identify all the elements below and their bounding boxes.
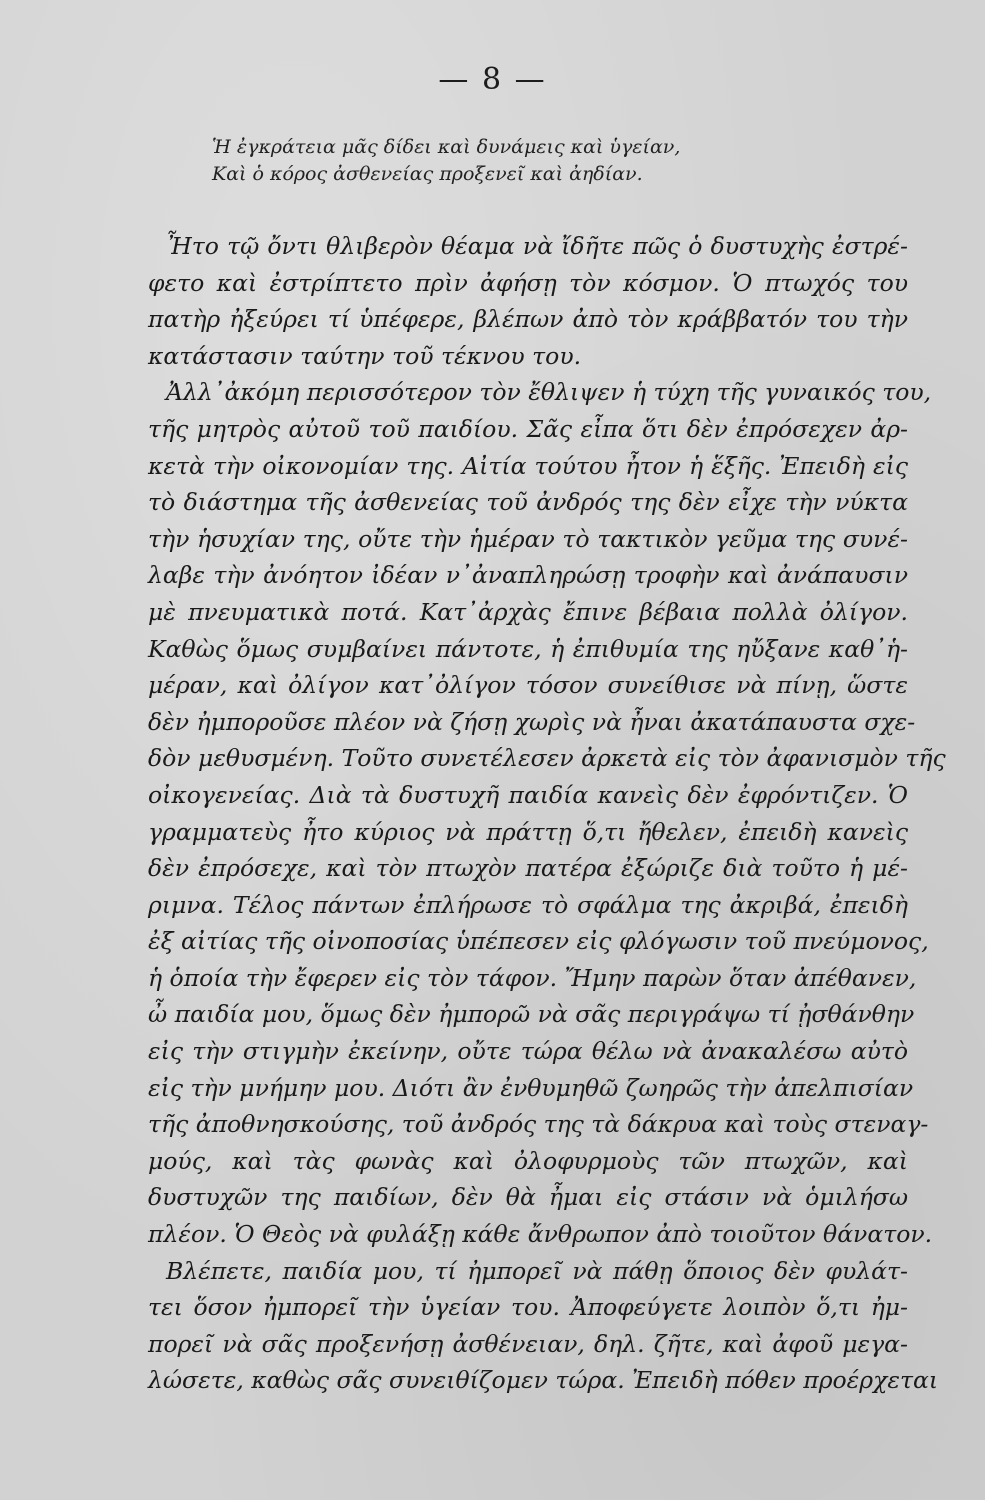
- text-line: πορεῖ νὰ σᾶς προξενήσῃ ἀσθένειαν, δηλ. ζῆτε, καὶ ἀφοῦ μεγα-: [148, 1329, 908, 1358]
- epigraph-line: Καὶ ὁ κόρος ἀσθενείας προξενεῖ καὶ ἀηδίαν.: [212, 163, 643, 185]
- text-line: δυστυχῶν της παιδίων, δὲν θὰ ἦμαι εἰς στάσιν νὰ ὁμιλήσω: [148, 1183, 908, 1212]
- text-line: πατὴρ ἠξεύρει τί ὑπέφερε, βλέπων ἀπὸ τὸν κράββατόν του τὴν: [148, 305, 908, 334]
- body-text: [148, 228, 946, 1399]
- text-line: γραμματεὺς ἦτο κύριος νὰ πράττῃ ὅ,τι ἤθελεν, ἐπειδὴ κανεὶς: [148, 817, 908, 846]
- text-line: λαβε τὴν ἀνόητον ἰδέαν ν᾽ἀναπληρώσῃ τροφὴν καὶ ἀνάπαυσιν: [148, 561, 908, 590]
- text-line: λώσετε, καθὼς σᾶς συνειθίζομεν τώρα. Ἐπειδὴ πόθεν προέρχεται: [148, 1366, 939, 1395]
- text-line: τει ὅσον ἠμπορεῖ τὴν ὑγείαν του. Ἀποφεύγετε λοιπὸν ὅ,τι ἠμ-: [148, 1293, 908, 1322]
- text-line: κατάστασιν ταύτην τοῦ τέκνου του.: [148, 341, 582, 370]
- text-line: Καθὼς ὅμως συμβαίνει πάντοτε, ἡ ἐπιθυμία της ηὔξανε καθ᾽ἡ-: [148, 634, 908, 663]
- text-line: τῆς ἀποθνησκούσης, τοῦ ἀνδρός της τὰ δάκρυα καὶ τοὺς στεναγ-: [148, 1110, 929, 1139]
- text-line: εἰς τὴν μνήμην μου. Διότι ἂν ἐνθυμηθῶ ζωηρῶς τὴν ἀπελπισίαν: [148, 1073, 914, 1102]
- text-line: δὲν ἐπρόσεχε, καὶ τὸν πτωχὸν πατέρα ἐξώριζε διὰ τοῦτο ἡ μέ-: [148, 854, 908, 883]
- page-number: — 8 —: [438, 62, 547, 97]
- text-line: ὦ παιδία μου, ὅμως δὲν ἠμπορῶ νὰ σᾶς περιγράψω τί ᾐσθάνθην: [148, 1000, 915, 1029]
- epigraph: [212, 134, 852, 188]
- text-line: μέραν, καὶ ὀλίγον κατ᾽ὀλίγον τόσον συνείθισε νὰ πίνῃ, ὥστε: [148, 671, 908, 700]
- text-line: Ἦτο τῷ ὄντι θλιβερὸν θέαμα νὰ ἴδῆτε πῶς ὁ δυστυχὴς ἐστρέ-: [166, 232, 908, 260]
- text-line: πλέον. Ὁ Θεὸς νὰ φυλάξῃ κάθε ἄνθρωπον ἀπὸ τοιοῦτον θάνατον.: [148, 1220, 933, 1249]
- text-line: ριμνα. Τέλος πάντων ἐπλήρωσε τὸ σφάλμα της ἀκριβά, ἐπειδὴ: [148, 890, 908, 919]
- text-line: φετο καὶ ἐστρίπτετο πρὶν ἀφήσῃ τὸν κόσμον. Ὁ πτωχός του: [148, 268, 908, 297]
- text-line: μὲ πνευματικὰ ποτά. Κατ᾽ἀρχὰς ἔπινε βέβαια πολλὰ ὀλίγον.: [148, 597, 908, 626]
- text-line: μούς, καὶ τὰς φωνὰς καὶ ὀλοφυρμοὺς τῶν πτωχῶν, καὶ: [148, 1146, 908, 1175]
- epigraph-line: Ἡ ἐγκράτεια μᾶς δίδει καὶ δυνάμεις καὶ ὑγείαν,: [212, 136, 681, 158]
- text-line: τὴν ἡσυχίαν της, οὔτε τὴν ἡμέραν τὸ τακτικὸν γεῦμα της συνέ-: [148, 524, 908, 553]
- text-line: οἰκογενείας. Διὰ τὰ δυστυχῆ παιδία κανεὶς δὲν ἐφρόντιζεν. Ὁ: [148, 780, 908, 809]
- text-line: ἐξ αἰτίας τῆς οἰνοποσίας ὑπέπεσεν εἰς φλόγωσιν τοῦ πνεύμονος,: [148, 927, 929, 956]
- text-line: Ἀλλ᾽ἀκόμη περισσότερον τὸν ἔθλιψεν ἡ τύχη τῆς γυναικός του,: [166, 378, 932, 407]
- text-line: ἡ ὁποία τὴν ἔφερεν εἰς τὸν τάφον. Ἤμην παρὼν ὅταν ἀπέθανεν,: [148, 963, 917, 992]
- text-line: τῆς μητρὸς αὐτοῦ τοῦ παιδίου. Σᾶς εἶπα ὅτι δὲν ἐπρόσεχεν ἀρ-: [148, 414, 908, 443]
- text-line: Βλέπετε, παιδία μου, τί ἠμπορεῖ νὰ πάθῃ ὅποιος δὲν φυλάτ-: [166, 1256, 908, 1285]
- text-line: κετὰ τὴν οἰκονομίαν της. Αἰτία τούτου ἦτον ἡ ἕξῆς. Ἐπειδὴ εἰς: [148, 451, 908, 480]
- text-line: δὸν μεθυσμένη. Τοῦτο συνετέλεσεν ἀρκετὰ εἰς τὸν ἀφανισμὸν τῆς: [148, 744, 946, 773]
- text-line: εἰς τὴν στιγμὴν ἐκείνην, οὔτε τώρα θέλω νὰ ἀνακαλέσω αὐτὸ: [148, 1037, 908, 1066]
- text-line: τὸ διάστημα τῆς ἀσθενείας τοῦ ἀνδρός της δὲν εἶχε τὴν νύκτα: [148, 488, 908, 517]
- text-line: δὲν ἠμποροῦσε πλέον νὰ ζήσῃ χωρὶς νὰ ἦναι ἀκατάπαυστα σχε-: [148, 707, 916, 736]
